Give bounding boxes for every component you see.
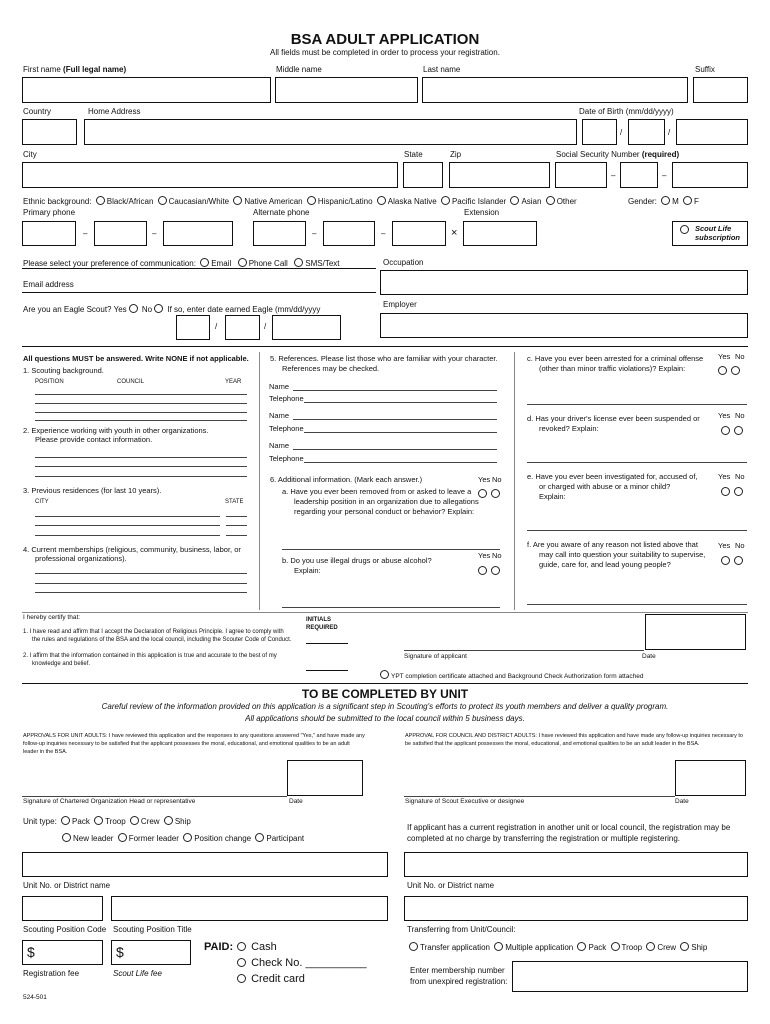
unit-type-crew[interactable] <box>130 816 139 825</box>
qd-no-radio[interactable] <box>734 426 743 435</box>
q6b-no-radio[interactable] <box>491 566 500 575</box>
qd-yes-radio[interactable] <box>721 426 730 435</box>
home-address-label: Home Address <box>88 107 141 116</box>
zip-label: Zip <box>450 150 462 159</box>
qe-yes-radio[interactable] <box>721 487 730 496</box>
unit-type-troop[interactable] <box>94 816 103 825</box>
ssn-part2-field[interactable] <box>620 162 658 188</box>
comm-radio-email[interactable] <box>200 258 209 267</box>
unit-heading: TO BE COMPLETED BY UNIT <box>301 687 469 701</box>
state-field[interactable] <box>403 162 443 188</box>
q6a-no-radio[interactable] <box>491 489 500 498</box>
scout-life-radio[interactable] <box>680 225 689 234</box>
primary-phone-line-field[interactable] <box>163 221 233 246</box>
dob-month-field[interactable] <box>582 119 617 145</box>
state-label: State <box>404 150 423 159</box>
paid-check[interactable] <box>237 958 246 967</box>
extension-field[interactable] <box>463 221 537 246</box>
city-field[interactable] <box>22 162 398 188</box>
ssn-part1-field[interactable] <box>555 162 607 188</box>
dob-year-field[interactable] <box>676 119 748 145</box>
q1: 1. Scouting background. <box>23 366 104 375</box>
city-label: City <box>23 150 37 159</box>
employer-label: Employer <box>383 300 417 309</box>
ypt-radio[interactable] <box>380 670 389 679</box>
paid-cash[interactable] <box>237 942 246 951</box>
ssn-part3-field[interactable] <box>672 162 748 188</box>
form-subtitle: All fields must be completed in order to process your registration. <box>270 48 500 57</box>
questions-header: All questions MUST be answered. Write NONE if not applicable. <box>23 354 249 363</box>
qe-no-radio[interactable] <box>734 487 743 496</box>
alt-phone-line-field[interactable] <box>392 221 446 246</box>
eagle-year-field[interactable] <box>272 315 341 340</box>
alt-phone-area-field[interactable] <box>253 221 306 246</box>
status-new[interactable] <box>62 833 71 842</box>
ethnic-radio[interactable] <box>158 196 167 205</box>
country-label: Country <box>23 107 52 116</box>
eagle-no-radio[interactable] <box>154 304 163 313</box>
ethnic-radio[interactable] <box>96 196 105 205</box>
ethnic-radio[interactable] <box>233 196 242 205</box>
status-former[interactable] <box>118 833 127 842</box>
first-name-field[interactable] <box>22 77 271 103</box>
transfer-unit-field[interactable] <box>404 896 748 921</box>
scout-life-box[interactable] <box>672 221 748 246</box>
transfer-app-radio[interactable] <box>409 942 418 951</box>
unit-type-row: Unit type: Pack Troop Crew Ship <box>23 817 191 826</box>
communication-row: Please select your preference of communication: Email Phone Call SMS/Text <box>23 259 340 268</box>
dob-day-field[interactable] <box>628 119 665 145</box>
status-row: New leader Former leader Position change Participant <box>60 833 304 844</box>
membership-number-field[interactable] <box>512 961 748 992</box>
email-label: Email address <box>23 280 74 289</box>
suffix-label: Suffix <box>695 65 715 74</box>
unit-type-pack[interactable] <box>61 816 70 825</box>
q6a-yes-radio[interactable] <box>478 489 487 498</box>
primary-phone-prefix-field[interactable] <box>94 221 147 246</box>
multiple-app-radio[interactable] <box>494 942 503 951</box>
scout-life-label: Scout Life subscription <box>695 224 741 242</box>
applicant-date-box[interactable] <box>645 614 746 650</box>
ethnic-radio[interactable] <box>377 196 386 205</box>
ethnic-radio[interactable] <box>510 196 519 205</box>
form-number: 524-501 <box>23 994 47 1001</box>
transfer-pack-radio[interactable] <box>577 942 586 951</box>
alternate-phone-label: Alternate phone <box>253 208 310 217</box>
last-name-label: Last name <box>423 65 461 74</box>
ssn-label: Social Security Number (required) <box>556 150 680 159</box>
unit-no-field-left[interactable] <box>22 852 388 877</box>
transfer-options-row: Transfer application Multiple application Pack Troop Crew Ship <box>407 942 707 953</box>
status-change[interactable] <box>183 833 192 842</box>
eagle-row: Are you an Eagle Scout? Yes No If so, enter date earned Eagle (mm/dd/yyyy <box>23 305 321 314</box>
transfer-crew-radio[interactable] <box>646 942 655 951</box>
council-date-box[interactable] <box>675 760 746 796</box>
gender-radio-f[interactable] <box>683 196 692 205</box>
form-title: BSA ADULT APPLICATION <box>290 31 480 48</box>
middle-name-field[interactable] <box>275 77 418 103</box>
dob-label: Date of Birth (mm/dd/yyyy) <box>579 107 674 116</box>
primary-phone-label: Primary phone <box>23 208 76 217</box>
occupation-label: Occupation <box>383 258 424 267</box>
transfer-ship-radio[interactable] <box>680 942 689 951</box>
eagle-month-field[interactable] <box>176 315 210 340</box>
primary-phone-area-field[interactable] <box>22 221 76 246</box>
paid-card[interactable] <box>237 974 246 983</box>
qc-no-radio[interactable] <box>731 366 740 375</box>
gender-row: Gender: M F <box>628 197 699 206</box>
comm-radio-sms[interactable] <box>294 258 303 267</box>
comm-radio-phone[interactable] <box>238 258 247 267</box>
middle-name-label: Middle name <box>276 65 322 74</box>
home-address-field[interactable] <box>84 119 577 145</box>
eagle-yes-radio[interactable] <box>129 304 138 313</box>
zip-field[interactable] <box>449 162 550 188</box>
status-participant[interactable] <box>255 833 264 842</box>
extension-label: Extension <box>464 208 500 217</box>
qf-yes-radio[interactable] <box>721 556 730 565</box>
ethnic-radio[interactable] <box>546 196 555 205</box>
last-name-field[interactable] <box>422 77 688 103</box>
ethnic-radio[interactable] <box>441 196 450 205</box>
eagle-day-field[interactable] <box>225 315 260 340</box>
position-title-field[interactable] <box>111 896 388 921</box>
qf-no-radio[interactable] <box>734 556 743 565</box>
qc-yes-radio[interactable] <box>718 366 727 375</box>
chartered-date-box[interactable] <box>287 760 363 796</box>
unit-no-field-right[interactable] <box>404 852 748 877</box>
alt-phone-prefix-field[interactable] <box>323 221 375 246</box>
unit-type-ship[interactable] <box>164 816 173 825</box>
gender-radio-m[interactable] <box>661 196 670 205</box>
suffix-field[interactable] <box>693 77 748 103</box>
employer-field[interactable] <box>380 313 748 338</box>
occupation-field[interactable] <box>380 270 748 295</box>
transfer-troop-radio[interactable] <box>611 942 620 951</box>
q6b-yes-radio[interactable] <box>478 566 487 575</box>
country-field[interactable] <box>22 119 77 145</box>
ethnic-radio[interactable] <box>307 196 316 205</box>
position-code-field[interactable] <box>22 896 103 921</box>
ethnic-row: Ethnic background: Black/African Caucasian/White Native American Hispanic/Latino Alaska Native Pacific Islander Asian Other <box>23 197 577 206</box>
first-name-label: First name (Full legal name) <box>23 65 127 74</box>
